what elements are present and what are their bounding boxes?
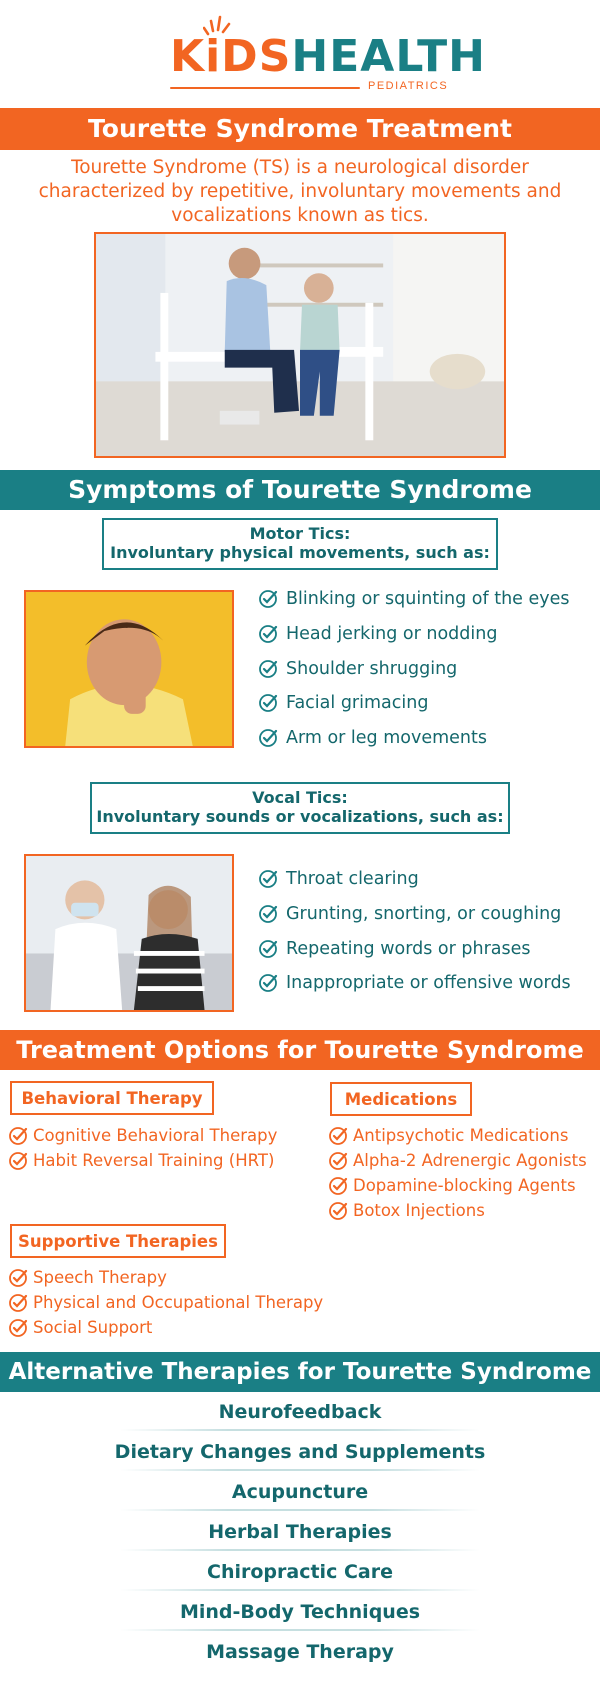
logo — [0, 0, 600, 104]
list-item: Cognitive Behavioral Therapy — [8, 1123, 277, 1148]
list-item: Repeating words or phrases — [258, 931, 571, 966]
check-circle-icon — [258, 659, 278, 679]
check-circle-icon — [258, 624, 278, 644]
list-item: Mind-Body Techniques — [0, 1592, 600, 1632]
page-title: Tourette Syndrome Treatment — [0, 108, 600, 150]
list-item: Grunting, snorting, or coughing — [258, 897, 571, 932]
list-item: Throat clearing — [258, 862, 571, 897]
vocal-tics-subtitle: Involuntary sounds or vocalizations, such as: — [96, 807, 504, 826]
list-item: Antipsychotic Medications — [328, 1123, 587, 1148]
divider — [120, 1429, 480, 1431]
symptoms-heading: Symptoms of Tourette Syndrome — [0, 470, 600, 510]
list-item: Massage Therapy — [206, 1641, 394, 1663]
therapy-session-photo — [94, 232, 506, 458]
behavioral-therapy-list — [8, 1123, 277, 1173]
check-circle-icon — [8, 1318, 28, 1338]
check-circle-icon — [328, 1176, 348, 1196]
check-circle-icon — [258, 869, 278, 889]
check-circle-icon — [258, 939, 278, 959]
check-circle-icon — [8, 1126, 28, 1146]
medications-list — [328, 1123, 587, 1223]
list-item: Arm or leg movements — [258, 721, 570, 756]
divider — [120, 1629, 480, 1631]
doctor-child-photo — [24, 854, 234, 1012]
divider — [120, 1469, 480, 1471]
supportive-therapies-list — [8, 1265, 323, 1340]
vocal-tics-title: Vocal Tics: — [252, 788, 348, 807]
divider — [120, 1589, 480, 1591]
boy-grimacing-photo — [24, 590, 234, 748]
supportive-therapies-label: Supportive Therapies — [10, 1224, 226, 1258]
list-item: Head jerking or nodding — [258, 617, 570, 652]
check-circle-icon — [258, 693, 278, 713]
logo-subtitle: PEDIATRICS — [368, 80, 449, 92]
logo-kids: KiDS — [170, 31, 292, 82]
check-circle-icon — [258, 589, 278, 609]
check-circle-icon — [328, 1201, 348, 1221]
alternatives-heading: Alternative Therapies for Tourette Syndrome — [0, 1352, 600, 1392]
list-item: Facial grimacing — [258, 686, 570, 721]
list-item: Neurofeedback — [0, 1392, 600, 1432]
list-item: Social Support — [8, 1315, 323, 1340]
divider — [120, 1549, 480, 1551]
check-circle-icon — [8, 1151, 28, 1171]
check-circle-icon — [8, 1268, 28, 1288]
vocal-tics-list — [258, 862, 571, 1001]
check-circle-icon — [258, 728, 278, 748]
list-item: Alpha-2 Adrenergic Agonists — [328, 1148, 587, 1173]
motor-tics-subtitle: Involuntary physical movements, such as: — [110, 543, 490, 562]
check-circle-icon — [258, 904, 278, 924]
check-circle-icon — [8, 1293, 28, 1313]
list-item: Physical and Occupational Therapy — [8, 1290, 323, 1315]
list-item: Acupuncture — [0, 1472, 600, 1512]
list-item: Dietary Changes and Supplements — [0, 1432, 600, 1472]
list-item: Botox Injections — [328, 1198, 587, 1223]
divider — [120, 1509, 480, 1511]
list-item: Dopamine-blocking Agents — [328, 1173, 587, 1198]
check-circle-icon — [328, 1126, 348, 1146]
alternatives-list — [0, 1392, 600, 1672]
treatment-heading: Treatment Options for Tourette Syndrome — [0, 1030, 600, 1070]
list-item: Blinking or squinting of the eyes — [258, 582, 570, 617]
list-item: Shoulder shrugging — [258, 651, 570, 686]
list-item: Chiropractic Care — [0, 1552, 600, 1592]
list-item: Speech Therapy — [8, 1265, 323, 1290]
list-item: Habit Reversal Training (HRT) — [8, 1148, 277, 1173]
list-item: Inappropriate or offensive words — [258, 966, 571, 1001]
motor-tics-title: Motor Tics: — [249, 524, 351, 543]
check-circle-icon — [258, 973, 278, 993]
motor-tics-list — [258, 582, 570, 755]
intro-paragraph: Tourette Syndrome (TS) is a neurological disorder characterized by repetitive, involuntary movements and vocalizations known as tics. — [38, 157, 562, 226]
logo-wordmark — [170, 32, 486, 82]
logo-health: HEALTH — [291, 31, 486, 82]
behavioral-therapy-label: Behavioral Therapy — [10, 1081, 214, 1115]
medications-label: Medications — [330, 1082, 472, 1116]
motor-tics-box — [102, 518, 498, 570]
check-circle-icon — [328, 1151, 348, 1171]
list-item: Herbal Therapies — [0, 1512, 600, 1552]
logo-underline — [170, 87, 360, 89]
vocal-tics-box — [90, 782, 510, 834]
